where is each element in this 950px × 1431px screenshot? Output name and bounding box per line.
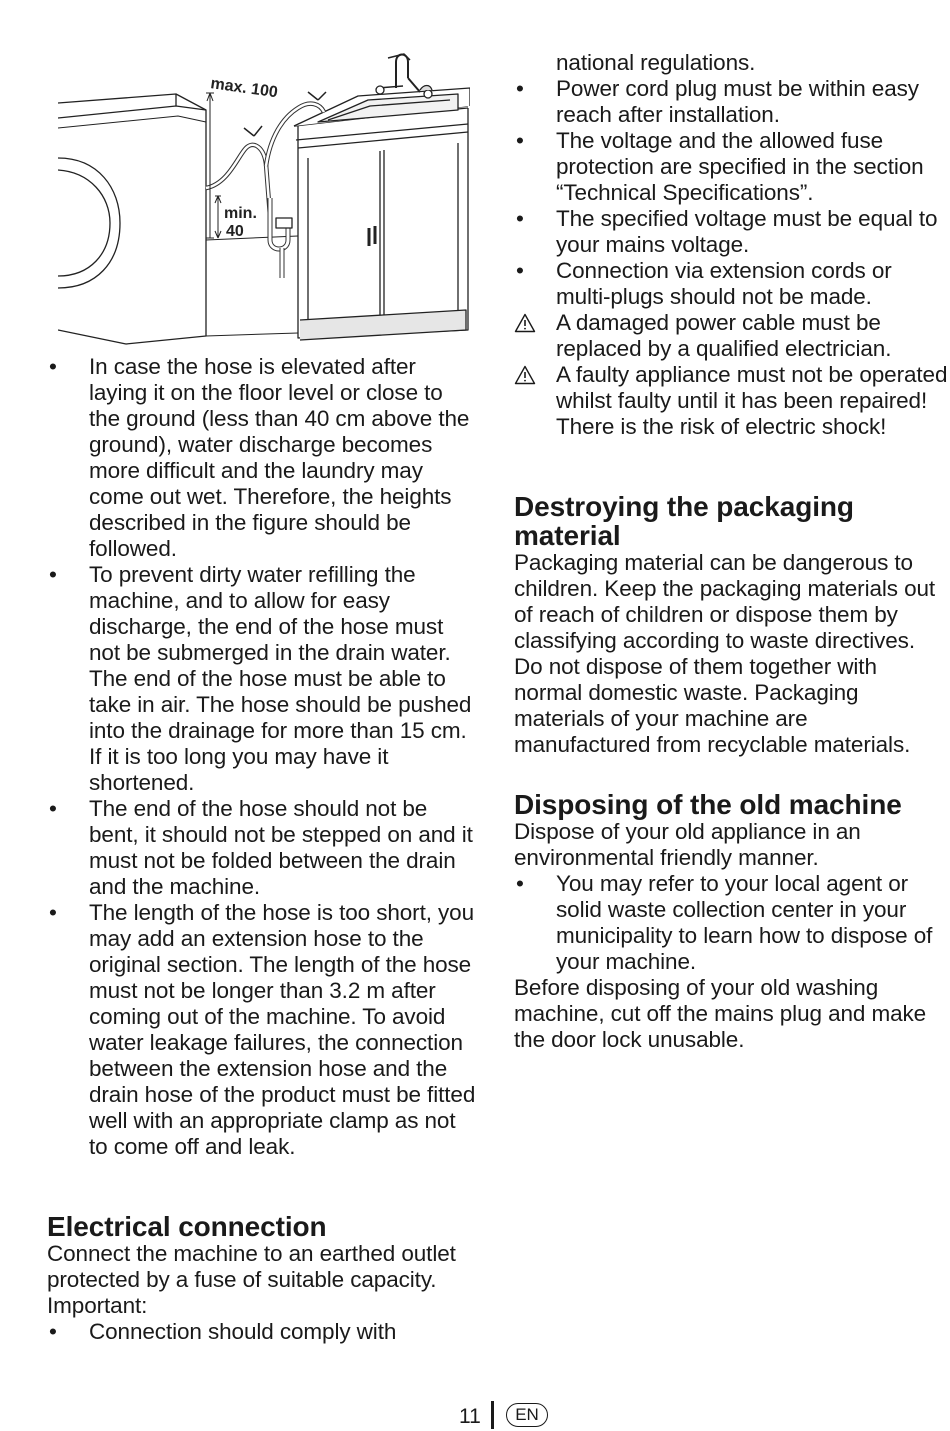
drain-hose-installation-figure xyxy=(58,48,470,348)
warning-triangle-icon xyxy=(514,365,536,385)
paragraph: Packaging material can be dangerous to children. Keep the packaging materials out of reach of children or dispose them by classifying according to waste directives. Do not dispose of them together with normal domestic waste. Packaging materials of your machine are manufactured from recyclable materials. xyxy=(514,550,936,757)
warning-item: A faulty appliance must not be operated whilst faulty until it has been repaired! There is the risk of electric shock! xyxy=(514,362,948,440)
list-item: • The voltage and the allowed fuse protection are specified in the section “Technical Specifications”. xyxy=(516,128,924,205)
min-height-label-line1: min. xyxy=(224,205,257,222)
bullet: • xyxy=(49,796,57,821)
list-item: • You may refer to your local agent or solid waste collection center in your municipality to learn how to dispose of your machine. xyxy=(516,871,933,974)
bullet: • xyxy=(516,206,524,231)
max-height-label: max. 100 xyxy=(209,75,279,102)
list-item: • The end of the hose should not be bent, it should not be stepped on and it must not be folded between the drain and the machine. xyxy=(49,796,473,899)
footer-divider xyxy=(491,1401,494,1429)
warning-item: A damaged power cable must be replaced by a qualified electrician. xyxy=(514,310,948,362)
bullet: • xyxy=(516,76,524,101)
list-item: • To prevent dirty water refilling the machine, and to allow for easy discharge, the end of the hose must not be submerged in the drain water. The end of the hose must be able to take in air. The hose should be pushed into the drainage for more than 15 cm. If it is too long you may have it shortened. xyxy=(49,562,472,795)
page-number: 11 xyxy=(459,1405,481,1428)
electrical-connection-section xyxy=(47,1212,477,1345)
section-heading: Disposing of the old machine xyxy=(514,789,902,820)
list-item: • Power cord plug must be within easy reach after installation. xyxy=(516,76,919,127)
section-heading: Electrical connection xyxy=(47,1211,327,1242)
bullet: • xyxy=(49,562,57,587)
paragraph: Before disposing of your old washing machine, cut off the mains plug and make the door lock unusable. xyxy=(514,975,927,1052)
disposing-section xyxy=(514,790,948,1053)
bullet: • xyxy=(49,1319,57,1344)
right-column xyxy=(514,50,948,1052)
electrical-bullet-list xyxy=(47,1319,477,1345)
list-item: • The specified voltage must be equal to your mains voltage. xyxy=(516,206,938,257)
page-footer xyxy=(0,1401,950,1431)
list-item: • The length of the hose is too short, you may add an extension hose to the original section. The length of the hose must not be longer than 3.2 m after coming out of the machine. To avoid water leakage failures, the connection between the extension hose and the drain hose of the product must be fitted well with an appropriate clamp as not to come off and leak. xyxy=(49,900,476,1159)
bullet: • xyxy=(516,258,524,283)
paragraph: Dispose of your old appliance in an environmental friendly manner. xyxy=(514,819,861,870)
important-label: Important: xyxy=(47,1293,148,1318)
electrical-rules-list xyxy=(514,76,948,440)
paragraph: Connect the machine to an earthed outlet protected by a fuse of suitable capacity. xyxy=(47,1241,456,1292)
list-item: • In case the hose is elevated after laying it on the floor level or close to the ground (less than 40 cm above the ground), water discharge becomes more difficult and the laundry may come out wet. Therefore, the heights described in the figure should be followed. xyxy=(49,354,470,561)
continued-text: national regulations. xyxy=(556,50,756,75)
list-item: • Connection should comply with xyxy=(49,1319,397,1344)
bullet: • xyxy=(516,128,524,153)
list-item: • Connection via extension cords or multi-plugs should not be made. xyxy=(516,258,892,309)
language-badge: EN xyxy=(506,1403,548,1427)
min-height-label-line2: 40 xyxy=(226,223,244,240)
warning-triangle-icon xyxy=(514,313,536,333)
bullet: • xyxy=(49,900,57,925)
section-heading: Destroying the packaging material xyxy=(514,491,854,551)
bullet: • xyxy=(49,354,57,379)
drain-hose-bullet-list xyxy=(47,354,477,1160)
packaging-section xyxy=(514,492,948,758)
disposing-bullet-list xyxy=(514,871,948,975)
bullet: • xyxy=(516,871,524,896)
drain-hose-diagram xyxy=(58,48,470,348)
